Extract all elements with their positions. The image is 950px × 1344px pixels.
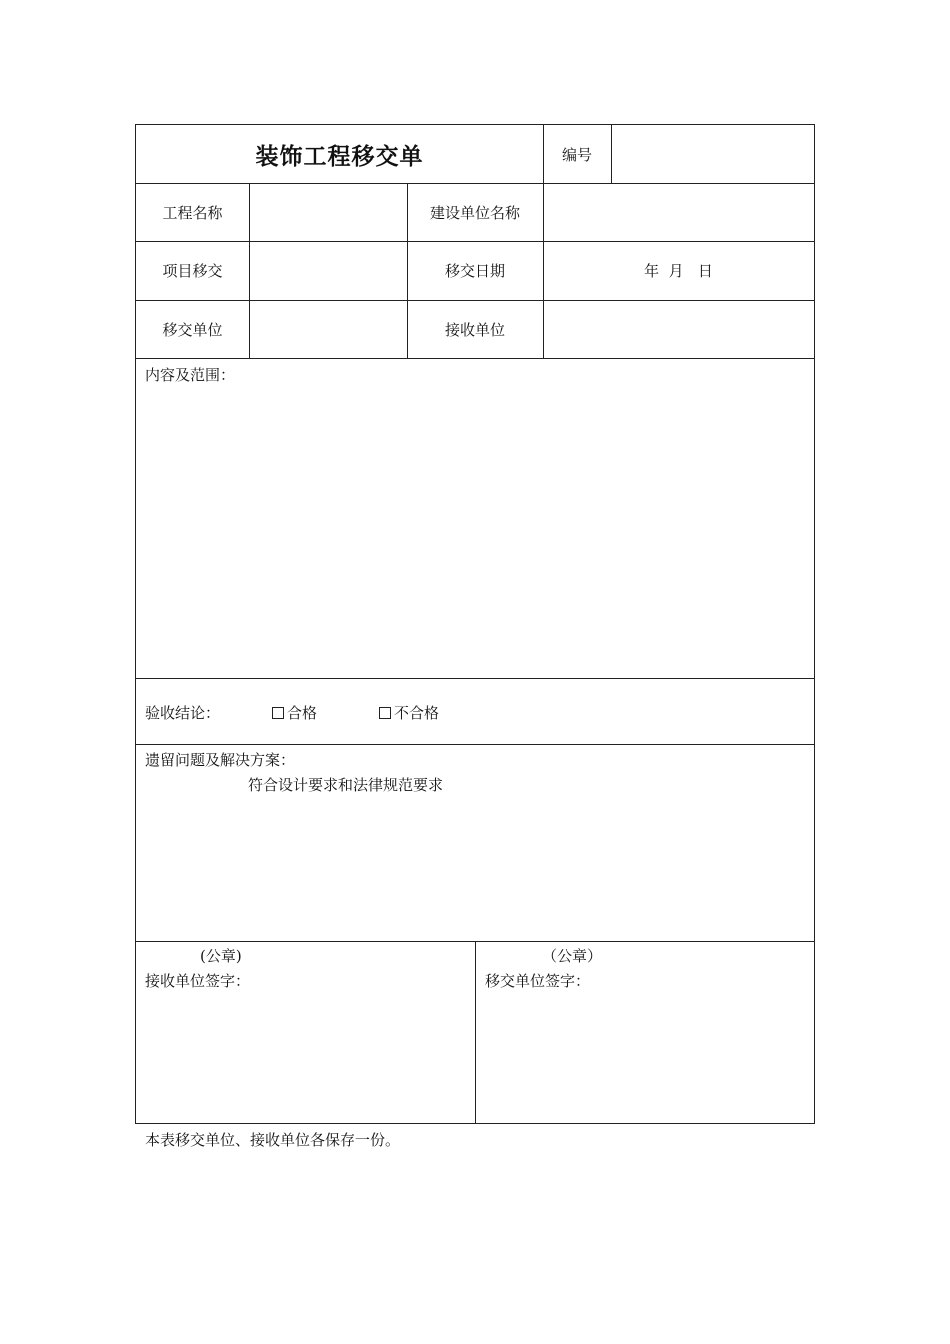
right-seal-label: （公章） (542, 947, 603, 965)
receiving-signature-label: 接收单位签字： (145, 972, 251, 990)
receiving-unit-label: 接收单位 (444, 320, 505, 339)
checkbox-icon (272, 707, 284, 719)
issues-text[interactable]: 符合设计要求和法律规范要求 (248, 776, 444, 794)
issues-label: 遗留问题及解决方案： (145, 751, 296, 769)
pass-option-label: 合格 (287, 704, 318, 722)
pass-checkbox[interactable] (272, 702, 317, 723)
transfer-date-label: 移交日期 (444, 262, 505, 280)
left-seal-label: (公章) (200, 947, 242, 965)
content-scope-label: 内容及范围： (145, 366, 236, 384)
transfer-date-field[interactable]: 年 月 日 (644, 262, 713, 280)
footnote: 本表移交单位、接收单位各保存一份。 (145, 1131, 401, 1149)
client-name-field[interactable] (543, 183, 814, 241)
form-title: 装饰工程移交单 (255, 142, 424, 170)
receiving-unit-field[interactable] (543, 300, 814, 358)
fail-checkbox[interactable] (379, 702, 439, 723)
client-name-label: 建设单位名称 (429, 203, 520, 222)
receiving-signature-area[interactable] (136, 991, 475, 1123)
row-divider (136, 744, 814, 745)
transfer-signature-area[interactable] (476, 991, 814, 1123)
number-label: 编号 (561, 145, 592, 164)
conclusion-label: 验收结论： (145, 704, 221, 722)
row-divider (136, 358, 814, 359)
transfer-signature-label: 移交单位签字： (485, 972, 591, 990)
item-transfer-field[interactable] (249, 241, 407, 300)
transfer-unit-field[interactable] (249, 300, 407, 358)
project-name-label: 工程名称 (162, 203, 223, 222)
number-field[interactable] (611, 125, 814, 183)
transfer-unit-label: 移交单位 (162, 320, 223, 339)
transfer-form (135, 124, 815, 1124)
item-transfer-label: 项目移交 (162, 262, 223, 280)
checkbox-icon (379, 707, 391, 719)
content-scope-area[interactable] (136, 383, 814, 677)
fail-option-label: 不合格 (394, 704, 440, 722)
row-divider (136, 678, 814, 679)
project-name-field[interactable] (249, 183, 407, 241)
